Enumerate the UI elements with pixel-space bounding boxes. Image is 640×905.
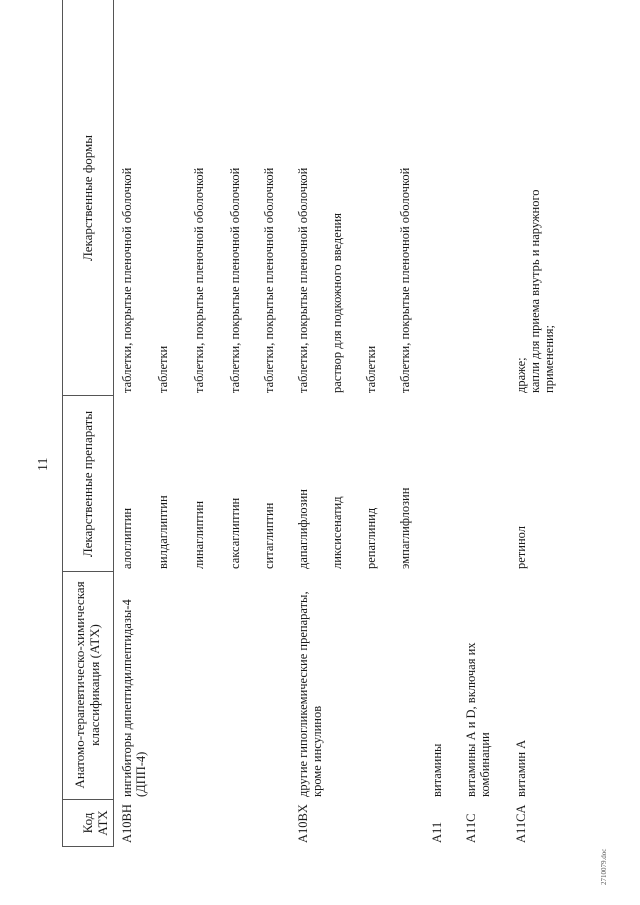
table-row-drug: репаглинид	[364, 507, 378, 569]
table-row-form: таблетки	[364, 345, 378, 393]
table-row-form: таблетки	[156, 345, 170, 393]
table-row-form: таблетки, покрытые пленочной оболочкой	[296, 167, 310, 393]
col-divider-1	[62, 799, 113, 800]
header-drugs: Лекарственные препараты	[80, 410, 95, 558]
document-code: 2710079.doc	[600, 848, 608, 885]
table-row-classification: витамины А и D, включая их комбинации	[464, 642, 492, 797]
table-row-code: A11C	[464, 813, 478, 843]
table-row-form: таблетки, покрытые пленочной оболочкой	[192, 167, 206, 393]
table-row-code: A10BX	[296, 804, 310, 843]
table-row-form: таблетки, покрытые пленочной оболочкой	[120, 167, 134, 393]
table-row-drug: линаглиптин	[192, 500, 206, 569]
table-row-drug: ситаглиптин	[262, 502, 276, 569]
table-row-code: A11CA	[514, 804, 528, 843]
table-row-form: раствор для подкожного введения	[330, 213, 344, 393]
col-divider-2	[62, 571, 113, 572]
page-number: 11	[36, 457, 51, 471]
table-row-drug: дапаглифлозин	[296, 489, 310, 569]
table-top-border	[62, 0, 63, 847]
table-row-classification: витамин А	[514, 739, 528, 797]
table-row-form: таблетки, покрытые пленочной оболочкой	[262, 167, 276, 393]
table-row-drug: эмпаглифлозин	[398, 487, 412, 569]
table-row-drug: вилдаглиптин	[156, 495, 170, 569]
header-code: Код АТХ	[80, 810, 110, 836]
table-row-classification: витамины	[430, 743, 444, 797]
table-row-code: A11	[430, 821, 444, 843]
table-row-drug: алоглиптин	[120, 507, 134, 569]
table-row-classification: другие гипогликемические препараты, кроме инсулинов	[296, 591, 324, 797]
table-header-border	[113, 0, 114, 847]
header-forms: Лекарственные формы	[80, 134, 95, 262]
table-row-form: таблетки, покрытые пленочной оболочкой	[228, 167, 242, 393]
header-classification: Анатомо-терапевтическо-химическая классификация (АТХ)	[72, 581, 102, 789]
table-row-drug: ретинол	[514, 526, 528, 569]
table-row-code: A10BH	[120, 804, 134, 843]
table-left-border	[62, 846, 113, 847]
table-row-form: драже; капли для приема внутрь и наружного применения;	[514, 189, 556, 393]
table-row-classification: ингибиторы дипептидилпептидазы-4 (ДПП-4)	[120, 599, 148, 797]
col-divider-3	[62, 395, 113, 396]
table-row-form: таблетки, покрытые пленочной оболочкой	[398, 167, 412, 393]
table-row-drug: ликсисенатид	[330, 496, 344, 569]
table-row-drug: саксаглиптин	[228, 497, 242, 569]
